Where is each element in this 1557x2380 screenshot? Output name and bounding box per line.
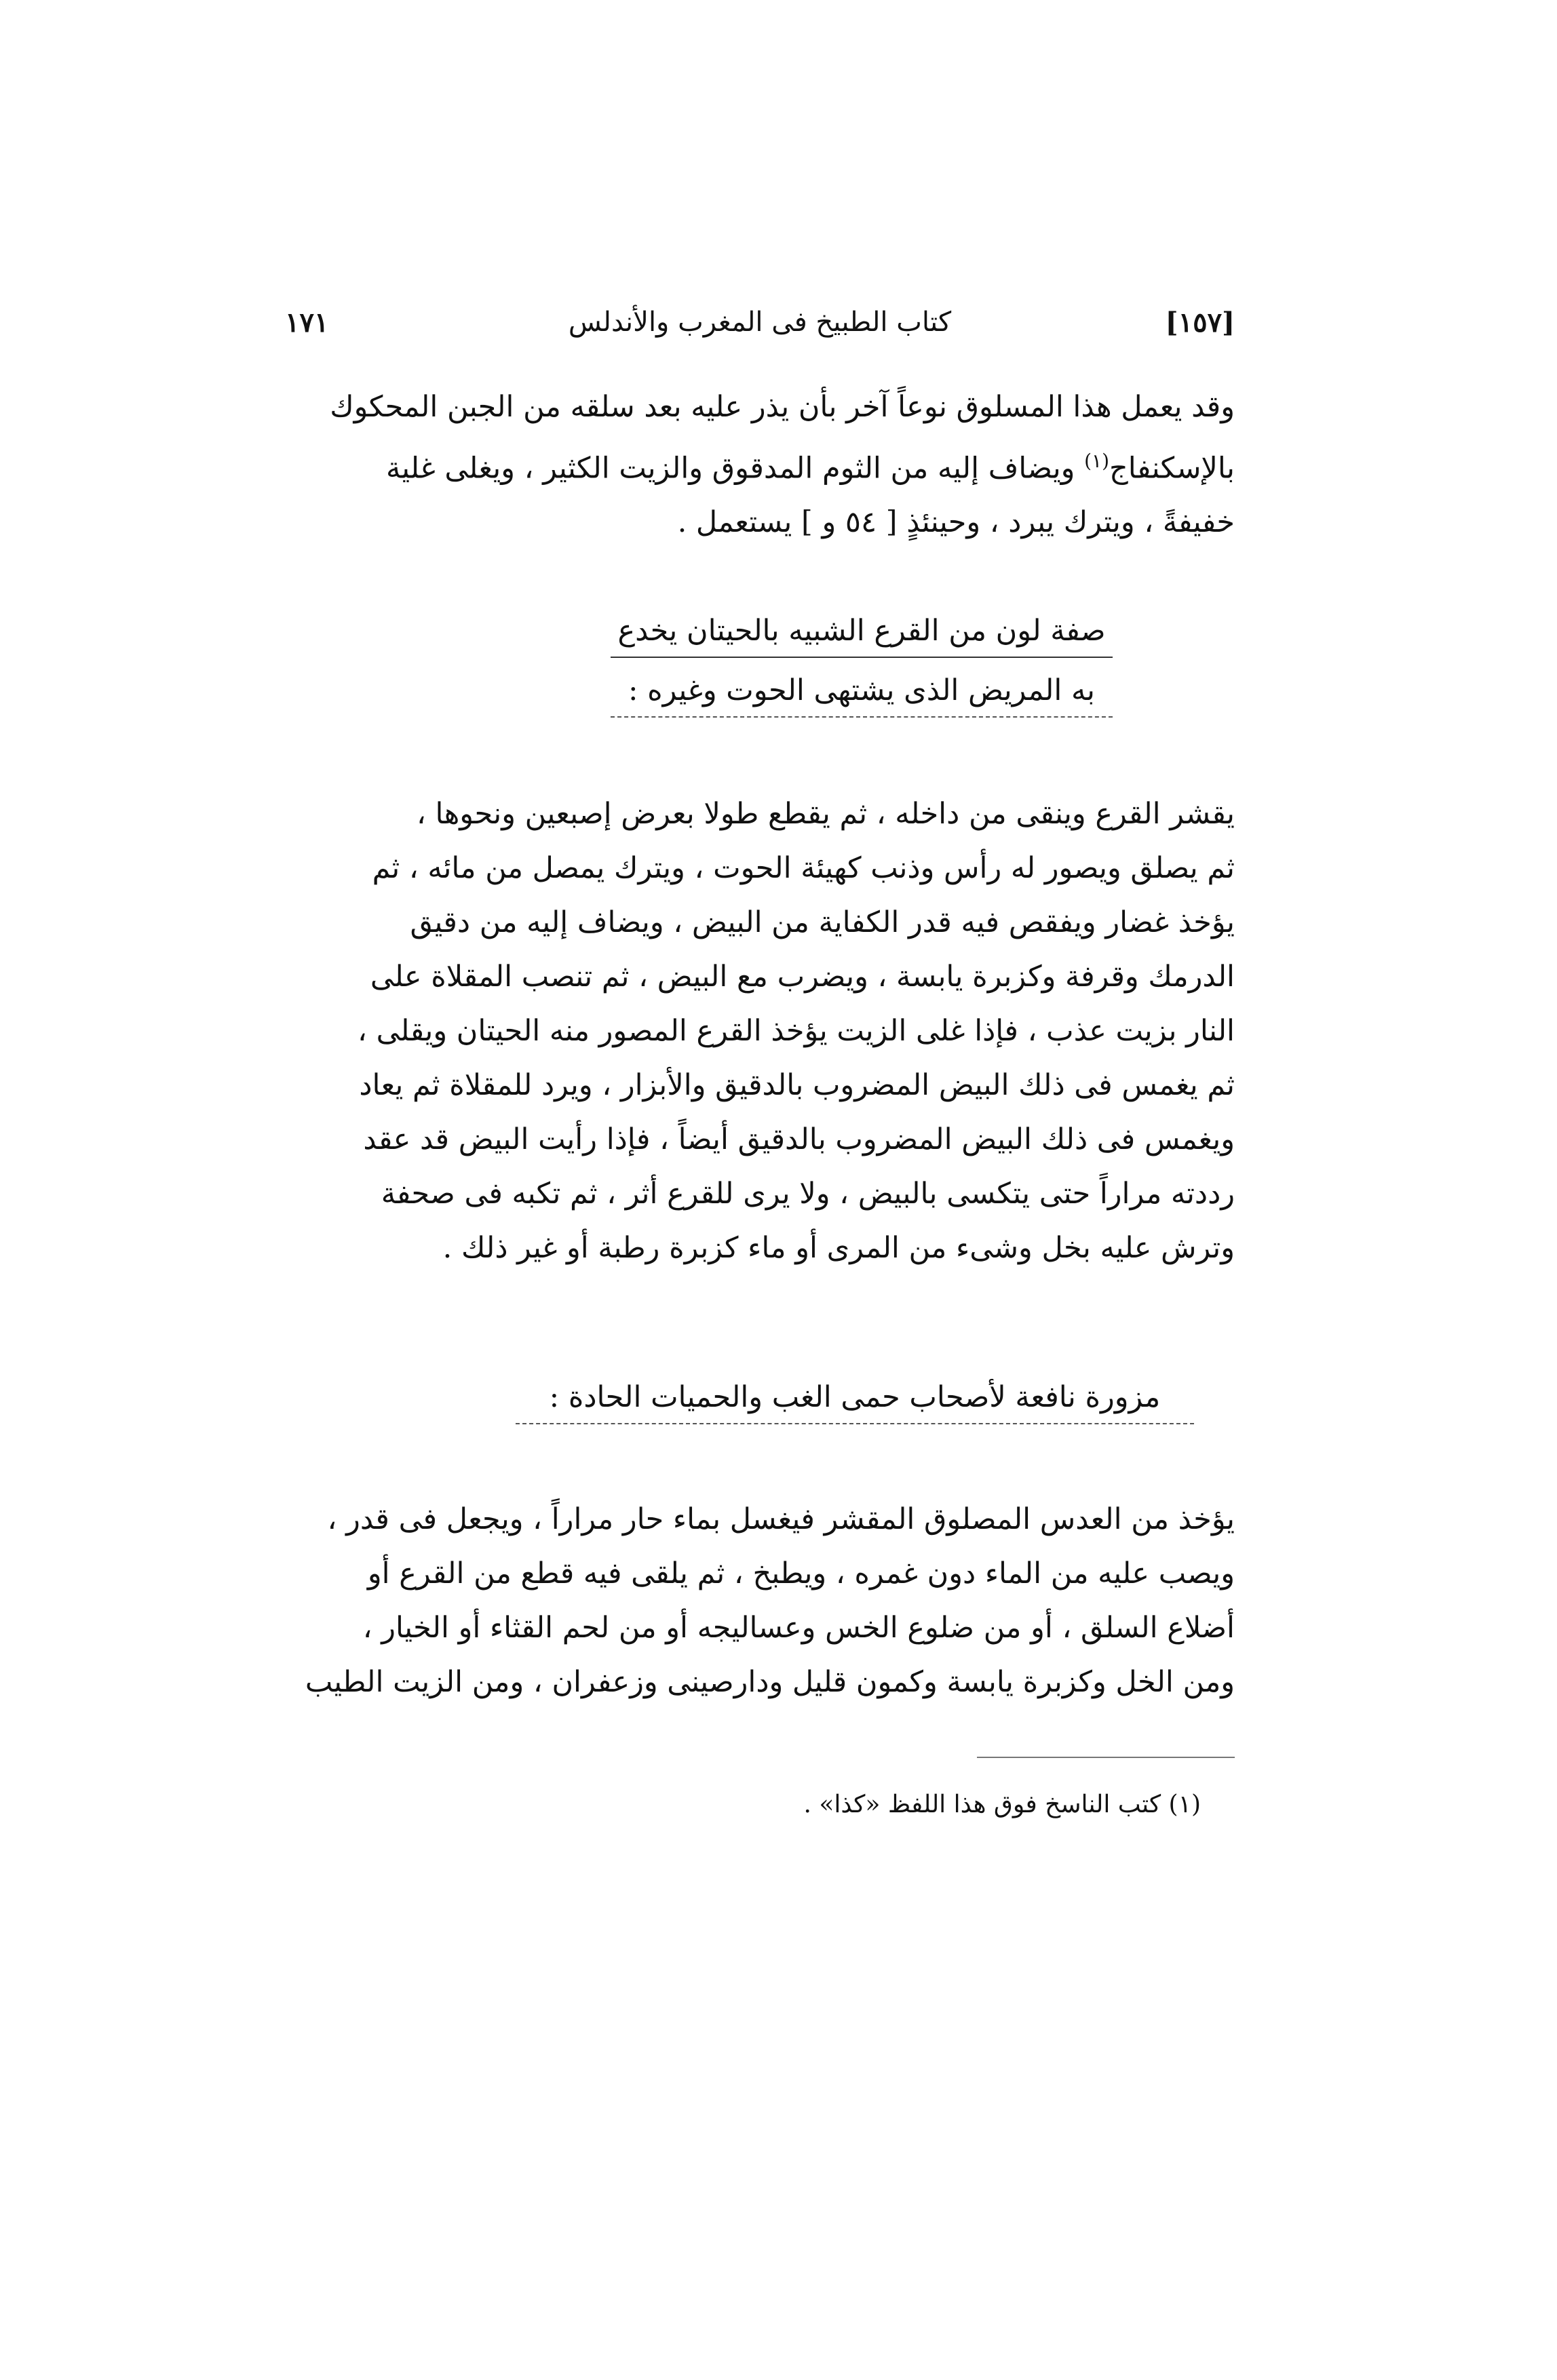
text-line: وترش عليه بخل وشىء من المرى أو ماء كزبرة رطبة أو غير ذلك . [442, 1231, 1235, 1265]
text-line: خفيفةً ، ويترك يبرد ، وحينئذٍ [ ٥٤ و ] يستعمل . [677, 505, 1235, 540]
heading-line: به المريض الذى يشتهى الحوت وغيره : [611, 670, 1113, 718]
text-line: يؤخذ غضار ويفقص فيه قدر الكفاية من البيض ، ويضاف إليه من دقيق [410, 905, 1235, 939]
text-line: ويصب عليه من الماء دون غمره ، ويطبخ ، ثم يلقى فيه قطع من القرع أو [367, 1557, 1235, 1591]
text-line: يقشر القرع وينقى من داخله ، ثم يقطع طولا بعرض إصبعين ونحوها ، [416, 797, 1235, 831]
text-line: أضلاع السلق ، أو من ضلوع الخس وعساليجه أو من لحم القثاء أو الخيار ، [362, 1611, 1235, 1645]
text-line: رددته مراراً حتى يتكسى بالبيض ، ولا يرى للقرع أثر ، ثم تكبه فى صحفة [381, 1177, 1235, 1211]
text-line: يؤخذ من العدس المصلوق المقشر فيغسل بماء حار مراراً ، ويجعل فى قدر ، [327, 1502, 1235, 1536]
text-fragment: ويضاف إليه من الثوم المدقوق والزيت الكثير ، ويغلى غلية [386, 451, 1075, 486]
page-number-left: ١٧١ [285, 307, 329, 338]
intro-paragraph [285, 380, 1235, 549]
page-number-bracketed: [١٥٧] [1165, 307, 1235, 338]
page-header [285, 307, 1235, 354]
text-line: ثم يصلق ويصور له رأس وذنب كهيئة الحوت ، ويترك يمصل من مائه ، ثم [372, 851, 1235, 885]
text-line: الدرمك وقرفة وكزبرة يابسة ، ويضرب مع البيض ، ثم تنصب المقلاة على [370, 960, 1235, 994]
section-heading-1 [611, 610, 1113, 730]
footnote-marker: (١) [1084, 450, 1110, 472]
footnote-divider [977, 1757, 1235, 1758]
footnote: (١) كتب الناسخ فوق هذا اللفظ «كذا» . [803, 1791, 1201, 1818]
running-title: كتاب الطبيخ فى المغرب والأندلس [568, 307, 952, 338]
text-line [285, 434, 1235, 495]
text-line: النار بزيت عذب ، فإذا غلى الزيت يؤخذ القرع المصور منه الحيتان ويقلى ، [358, 1014, 1235, 1048]
heading-line: مزورة نافعة لأصحاب حمى الغب والحميات الحادة : [516, 1377, 1194, 1424]
text-fragment: بالإسكنفاج [1109, 451, 1235, 486]
recipe-paragraph-1 [285, 787, 1235, 1275]
heading-line: صفة لون من القرع الشبيه بالحيتان يخدع [611, 610, 1113, 658]
text-line: ويغمس فى ذلك البيض المضروب بالدقيق أيضاً ، فإذا رأيت البيض قد عقد [363, 1123, 1235, 1156]
text-line: وقد يعمل هذا المسلوق نوعاً آخر بأن يذر عليه بعد سلقه من الجبن المحكوك [330, 390, 1235, 424]
section-heading-2 [516, 1377, 1194, 1437]
recipe-paragraph-2 [285, 1492, 1235, 1709]
text-line: ومن الخل وكزبرة يابسة وكمون قليل ودارصينى وزعفران ، ومن الزيت الطيب [305, 1665, 1235, 1699]
text-line: ثم يغمس فى ذلك البيض المضروب بالدقيق والأبزار ، ويرد للمقلاة ثم يعاد [359, 1068, 1235, 1102]
